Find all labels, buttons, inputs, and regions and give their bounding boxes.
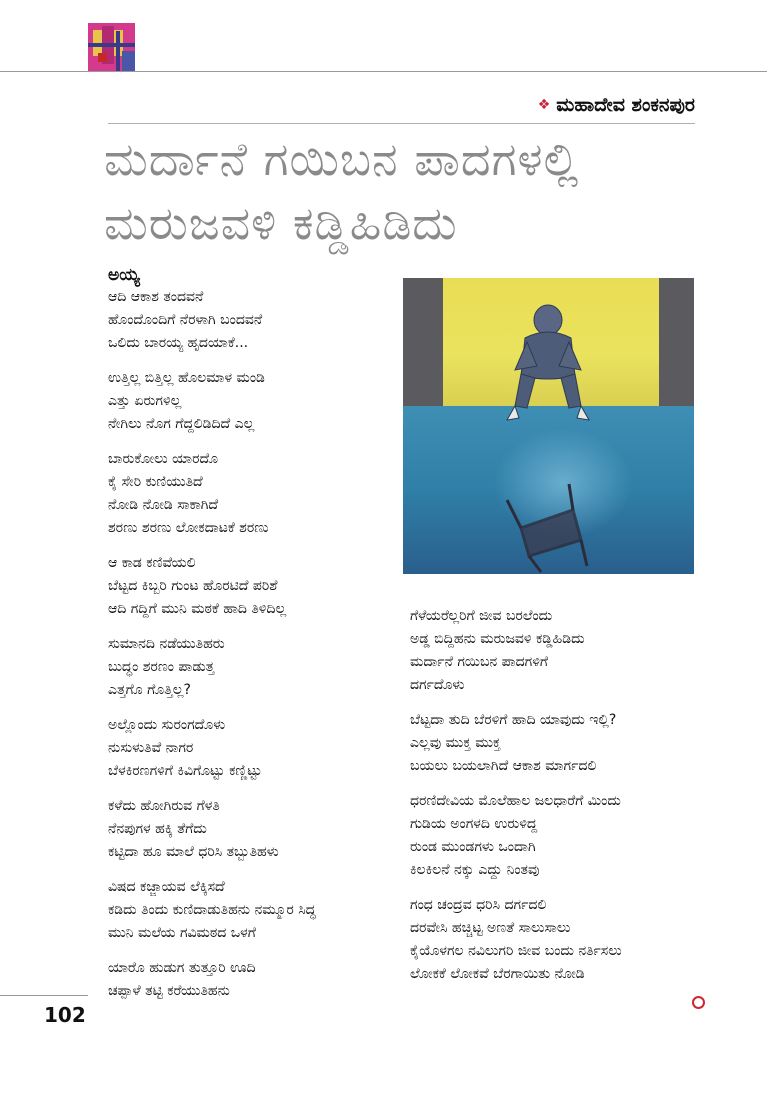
poem-stanza bbox=[410, 790, 680, 882]
poem-column-left bbox=[108, 264, 378, 1015]
poem-line: ಯಾರೊ ಹುಡುಗ ತುತ್ತೂರಿ ಊದಿ bbox=[108, 960, 256, 976]
poem-line: ನೋಡಿ ನೋಡಿ ಸಾಕಾಗಿದೆ bbox=[108, 497, 219, 513]
poem-line: ಬಾರುಕೋಲು ಯಾರದೊ bbox=[108, 451, 219, 467]
poem-stanza bbox=[108, 367, 378, 436]
poem-line: ಕೈಯೊಳಗಲ ನವಿಲುಗರಿ ಜೀವ ಬಂದು ನರ್ತಿಸಲು bbox=[410, 943, 622, 959]
poem-line: ಮರ್ದಾನೆ ಗಯಿಬನ ಪಾದಗಳಿಗೆ bbox=[410, 654, 548, 670]
author-name: ಮಹಾದೇವ ಶಂಕನಪುರ bbox=[556, 94, 695, 116]
poem-line: ಕಟ್ಟಿದಾ ಹೂ ಮಾಲೆ ಧರಿಸಿ ತಬ್ಬುತಿಹಳು bbox=[108, 844, 279, 860]
poem-stanza bbox=[108, 795, 378, 864]
poem-line: ನೇಗಿಲು ನೊಗ ಗೆದ್ದಲಿಡಿದಿದೆ ಎಲ್ಲ bbox=[108, 416, 255, 432]
poem-line: ರುಂಡ ಮುಂಡಗಳು ಒಂದಾಗಿ bbox=[410, 839, 536, 855]
poem-line: ಶರಣು ಶರಣು ಲೋಕದಾಟಕೆ ಶರಣು bbox=[108, 520, 269, 536]
poem-stanza bbox=[108, 957, 378, 1003]
poem-stanza bbox=[108, 552, 378, 621]
poem-line: ಆದಿ ಗದ್ದಿಗೆ ಮುನಿ ಮಠಕೆ ಹಾದಿ ತಿಳಿದಿಲ್ಲ bbox=[108, 601, 287, 617]
poem-line: ಹೊಂದೊಂದಿಗೆ ನೆರಳಾಗಿ ಬಂದವನೆ bbox=[108, 312, 263, 328]
circle-end-mark-icon bbox=[692, 996, 705, 1009]
poem-line: ಉತ್ತಿಲ್ಲ ಬಿತ್ತಿಲ್ಲ ಹೊಲಮಾಳ ಮಂಡಿ bbox=[108, 370, 265, 386]
author-byline bbox=[538, 94, 695, 116]
poem-line: ಲೋಕಕೆ ಲೋಕವೆ ಬೆರಗಾಯಿತು ನೋಡಿ bbox=[410, 966, 585, 982]
poem-line: ಗಂಧ ಚಂದ್ರವ ಧರಿಸಿ ದರ್ಗದಲಿ bbox=[410, 897, 547, 913]
illustration-man-on-chair bbox=[403, 278, 694, 574]
poem-line: ಸುಮಾನದಿ ನಡೆಯುತಿಹರು bbox=[108, 636, 225, 652]
poem-line: ಆ ಕಾಡ ಕಣಿವೆಯಲಿ bbox=[108, 555, 196, 571]
poem-line: ಗೆಳೆಯರೆಲ್ಲರಿಗೆ ಜೀವ ಬರಲೆಂದು bbox=[410, 608, 553, 624]
poem-line: ಗುಡಿಯ ಅಂಗಳದಿ ಉರುಳಿದ್ದ bbox=[410, 816, 538, 832]
poem-stanza bbox=[410, 894, 680, 986]
poem-line: ಬುದ್ಧಂ ಶರಣಂ ಪಾಡುತ್ತ bbox=[108, 659, 215, 675]
poem-stanza bbox=[108, 448, 378, 540]
poem-line: ಧರಣಿದೇವಿಯ ಮೊಲೆಹಾಲ ಜಲಧಾರೆಗೆ ಮಿಂದು bbox=[410, 793, 621, 809]
poem-line: ವಿಷದ ಕಜ್ಜಾಯವ ಲೆಕ್ಕಿಸದೆ bbox=[108, 879, 225, 895]
poem-line: ದರ್ಗದೊಳು bbox=[410, 677, 465, 693]
poem-line: ಆದಿ ಆಕಾಶ ತಂದವನೆ bbox=[108, 289, 204, 305]
diamond-bullet-icon: ❖ bbox=[537, 97, 551, 113]
poem-line: ಕಳೆದು ಹೋಗಿರುವ ಗೆಳತಿ bbox=[108, 798, 220, 814]
poem-line: ಮುನಿ ಮಲೆಯ ಗವಿಮಠದ ಒಳಗೆ bbox=[108, 925, 256, 941]
poem-stanza bbox=[410, 605, 680, 697]
figure-drawing bbox=[403, 278, 694, 574]
poem-line: ಬಯಲು ಬಯಲಾಗಿದೆ ಆಕಾಶ ಮಾರ್ಗದಲಿ bbox=[410, 758, 597, 774]
poem-line: ನೆನಪುಗಳ ಹಕ್ಕಿ ತೆಗೆದು bbox=[108, 821, 207, 837]
poem-line: ಬೆಳಕಿರಣಗಳಿಗೆ ಕಿವಿಗೊಟ್ಟು ಕಣ್ಣಿಟ್ಟು bbox=[108, 763, 262, 779]
poem-line: ಒಲಿದು ಬಾರಯ್ಯ ಹೃದಯಾಕೆ... bbox=[108, 335, 249, 351]
footer-divider bbox=[0, 995, 88, 996]
poem-line: ಕಿಲಕಿಲನೆ ನಕ್ಕು ಎದ್ದು ನಿಂತವು bbox=[410, 862, 540, 878]
poem-column-right bbox=[410, 605, 680, 998]
poem-line: ದರವೇಸಿ ಹಚ್ಚಿಟ್ಟ ಅಣತೆ ಸಾಲುಸಾಲು bbox=[410, 920, 571, 936]
poem-stanza bbox=[108, 876, 378, 945]
poem-line: ಅಲ್ಲೊಂದು ಸುರಂಗದೊಳು bbox=[108, 717, 226, 733]
poem-line: ಎತ್ತಗೊ ಗೊತ್ತಿಲ್ಲ? bbox=[108, 682, 191, 698]
poem-line: ಚಪ್ಪಾಳೆ ತಟ್ಟಿ ಕರೆಯುತಿಹನು bbox=[108, 983, 230, 999]
magazine-logo bbox=[88, 23, 135, 71]
poem-line: ಬೆಟ್ಟದ ಕಿಬ್ಬರಿ ಗುಂಟ ಹೊರಟಿದೆ ಪರಿಶೆ bbox=[108, 578, 278, 594]
page-number: 102 bbox=[44, 1003, 86, 1027]
poem-stanza bbox=[410, 709, 680, 778]
poem-line: ನುಸುಳುತಿವೆ ನಾಗರ bbox=[108, 740, 194, 756]
poem-stanza bbox=[108, 714, 378, 783]
byline-divider bbox=[108, 123, 695, 124]
poem-stanza bbox=[108, 633, 378, 702]
poem-line: ಕಡಿದು ತಿಂದು ಕುಣಿದಾಡುತಿಹನು ನಮ್ಮೂರ ಸಿದ್ಧ bbox=[108, 902, 316, 918]
poem-title-line-2: ಮರುಜವಳಿ ಕಡ್ಡಿಹಿಡಿದು bbox=[104, 196, 458, 250]
poem-opening-word: ಅಯ್ಯ bbox=[108, 265, 140, 285]
poem-title-line-1: ಮರ್ದಾನೆ ಗಯಿಬನ ಪಾದಗಳಲ್ಲಿ bbox=[104, 132, 580, 186]
header-divider bbox=[0, 71, 767, 72]
poem-line: ಎಲ್ಲವು ಮುಕ್ತ ಮುಕ್ತ bbox=[410, 735, 501, 751]
poem-line: ಎತ್ತು ಏರುಗಳಿಲ್ಲ bbox=[108, 393, 182, 409]
poem-line: ಬೆಟ್ಟದಾ ತುದಿ ಬೆರಳಿಗೆ ಹಾದಿ ಯಾವುದು ಇಲ್ಲಿ? bbox=[410, 712, 617, 728]
poem-stanza bbox=[108, 286, 378, 355]
poem-line: ಅಡ್ಡ ಬಿದ್ದಿಹನು ಮರುಜವಳಿ ಕಡ್ಡಿಹಿಡಿದು bbox=[410, 631, 585, 647]
poem-line: ಕೈ ಸೇರಿ ಕುಣಿಯುತಿದೆ bbox=[108, 474, 203, 490]
